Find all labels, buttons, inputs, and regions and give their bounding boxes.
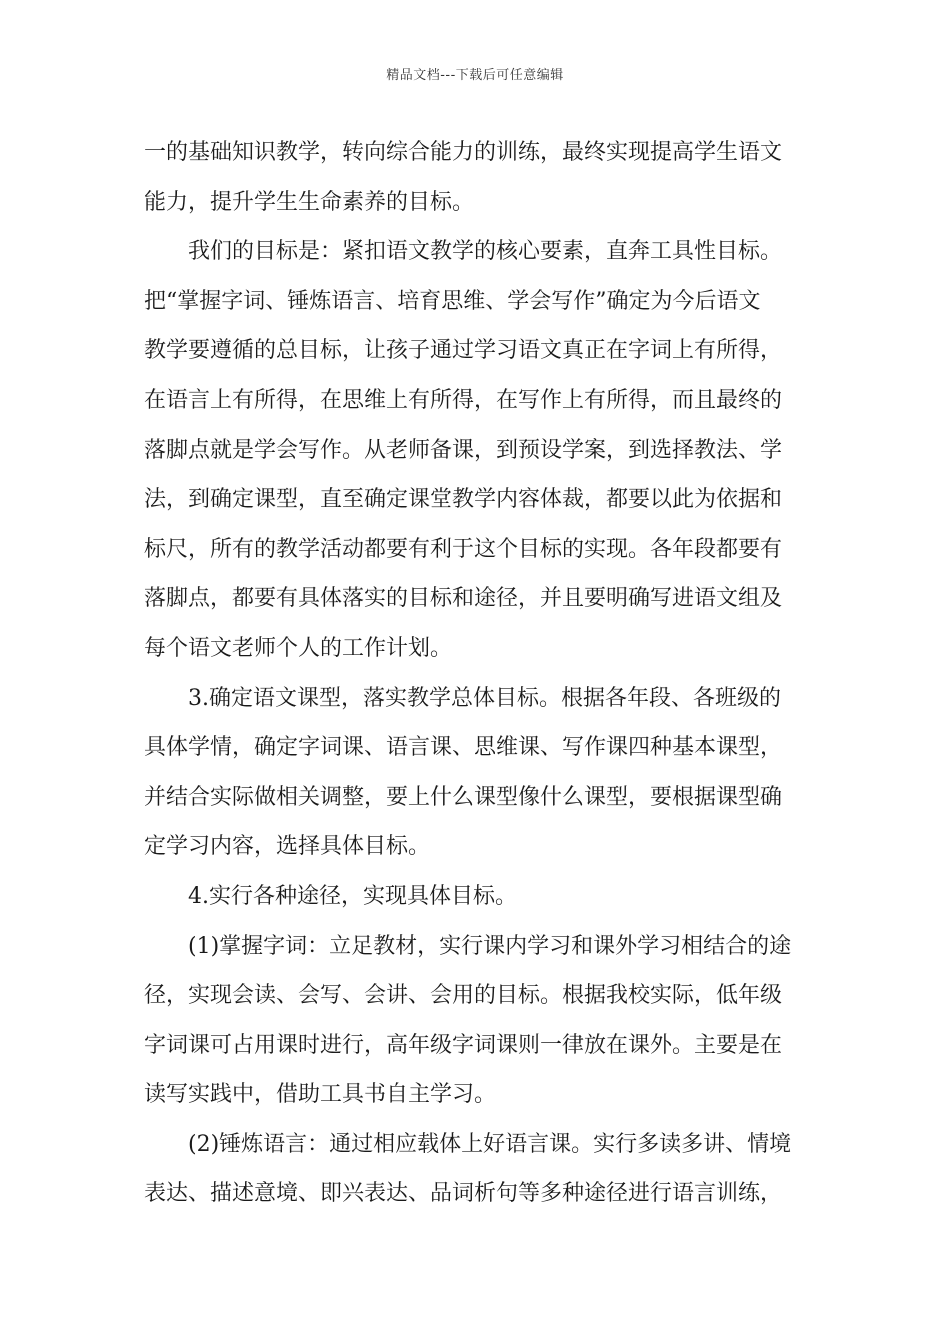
text-line: 落脚点，都要有具体落实的目标和途径，并且要明确写进语文组及 [144,586,783,612]
document-body [144,128,808,1219]
text-line: 教学要遵循的总目标，让孩子通过学习语文真正在字词上有所得， [144,338,783,364]
text-line: 落脚点就是学会写作。从老师备课，到预设学案，到选择教法、学 [144,437,783,463]
text-line: 径，实现会读、会写、会讲、会用的目标。根据我校实际，低年级 [144,983,783,1009]
text-line: 把“掌握字词、锤炼语言、培育思维、学会写作”确定为今后语文 [144,288,761,314]
text-line: (1)掌握字词：立足教材，实行课内学习和课外学习相结合的途 [188,933,792,959]
text-line: 4.实行各种途径，实现具体目标。 [188,883,517,909]
text-line: 能力，提升学生生命素养的目标。 [144,189,475,215]
text-line: 3.确定语文课型，落实教学总体目标。根据各年段、各班级的 [188,685,781,711]
text-line: 表达、描述意境、即兴表达、品词析句等多种途径进行语言训练， [144,1181,783,1207]
text-line: (2)锤炼语言：通过相应载体上好语言课。实行多读多讲、情境 [188,1131,792,1157]
text-line: 每个语文老师个人的工作计划。 [144,635,453,661]
text-line: 法，到确定课型，直至确定课堂教学内容体裁，都要以此为依据和 [144,487,783,513]
text-line: 字词课可占用课时进行，高年级字词课则一律放在课外。主要是在 [144,1032,783,1058]
text-line: 并结合实际做相关调整，要上什么课型像什么课型，要根据课型确 [144,784,783,810]
text-line: 定学习内容，选择具体目标。 [144,834,431,860]
text-line: 标尺，所有的教学活动都要有利于这个目标的实现。各年段都要有 [144,536,783,562]
text-line: 具体学情，确定字词课、语言课、思维课、写作课四种基本课型， [144,735,783,761]
text-line: 在语言上有所得，在思维上有所得，在写作上有所得，而且最终的 [144,387,783,413]
text-line: 读写实践中，借助工具书自主学习。 [144,1082,497,1108]
text-line: 一的基础知识教学，转向综合能力的训练，最终实现提高学生语文 [144,140,783,165]
text-line: 我们的目标是：紧扣语文教学的核心要素，直奔工具性目标。 [188,239,783,265]
page-header: 精品文档---下载后可任意编辑 [386,68,564,83]
